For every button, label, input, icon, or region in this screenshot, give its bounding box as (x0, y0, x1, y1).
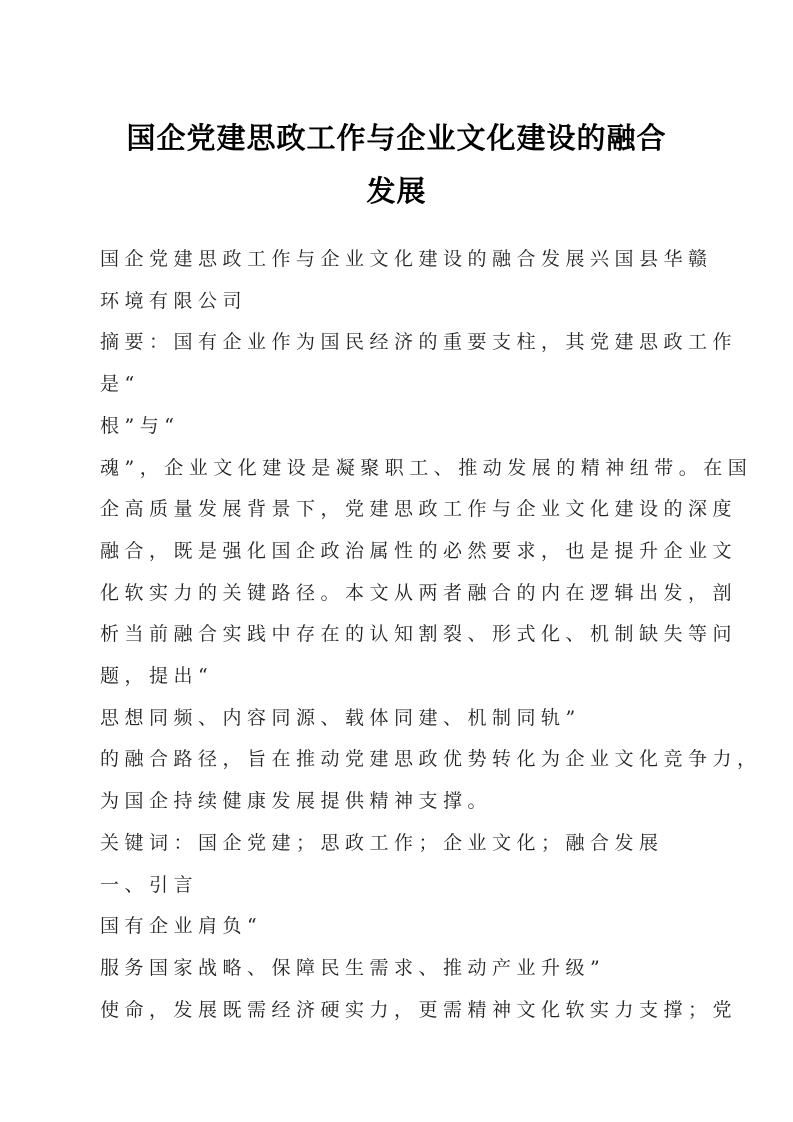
text-line: 国有企业肩负“ (100, 915, 263, 938)
text-line: 国企党建思政工作与企业文化建设的融合发展兴国县华赣 (100, 248, 713, 270)
text-line: 思想同频、内容同源、载体同建、机制同轨” (100, 706, 581, 729)
text-line: 使命，发展既需经济硬实力，更需精神文化软实力支撑；党 (100, 998, 738, 1021)
text-line: 是“ (100, 373, 140, 396)
text-line: 魂”，企业文化建设是凝聚职工、推动发展的精神纽带。在国 (100, 456, 753, 479)
page-title-line: 发展 (366, 174, 427, 208)
text-line: 关键词：国企党建；思政工作；企业文化；融合发展 (100, 831, 664, 854)
text-line: 为国企持续健康发展提供精神支撑。 (100, 790, 493, 813)
text-line: 根”与“ (100, 414, 180, 437)
page-title-line: 国企党建思政工作与企业文化建设的融合 (126, 121, 667, 155)
document-body (100, 239, 762, 1031)
text-line: 化软实力的关键路径。本文从两者融合的内在逻辑出发，剖 (100, 581, 738, 604)
text-line: 摘要：国有企业作为国民经济的重要支柱，其党建思政工作 (100, 331, 738, 354)
text-line: 服务国家战略、保障民生需求、推动产业升级” (100, 956, 606, 979)
text-line: 企高质量发展背景下，党建思政工作与企业文化建设的深度 (100, 498, 738, 521)
text-line: 融合，既是强化国企政治属性的必然要求，也是提升企业文 (100, 539, 738, 562)
text-line: 析当前融合实践中存在的认知割裂、形式化、机制缺失等问 (100, 623, 738, 646)
text-line: 题，提出“ (100, 665, 214, 688)
page-title (0, 112, 793, 218)
text-line: 环境有限公司 (100, 289, 248, 312)
text-line: 一、引言 (100, 873, 199, 896)
text-line: 的融合路径，旨在推动党建思政优势转化为企业文化竞争力， (100, 748, 762, 771)
